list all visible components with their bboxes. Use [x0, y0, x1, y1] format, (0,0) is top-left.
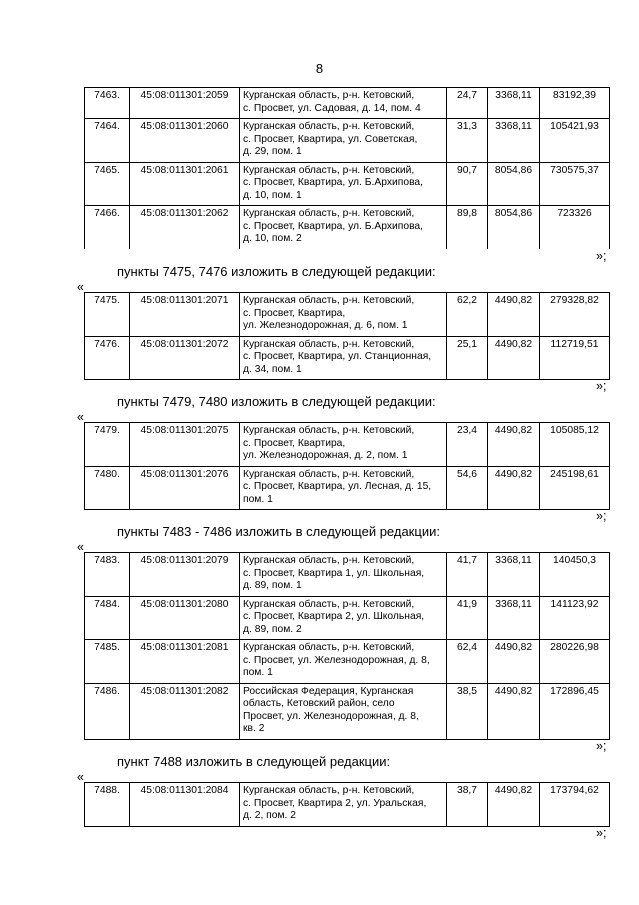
address-cell — [240, 683, 447, 739]
address-line: Курганская область, р-н. Кетовский, — [243, 642, 415, 653]
cadastral-value: 172896,45 — [540, 683, 610, 739]
address-cell — [240, 119, 447, 163]
table-row — [85, 88, 610, 119]
area: 38,7 — [447, 783, 488, 827]
cadastral-number: 45:08:011301:2071 — [130, 293, 240, 337]
cadastral-number: 45:08:011301:2079 — [130, 553, 240, 597]
area: 23,4 — [447, 423, 488, 467]
table-row — [85, 162, 610, 206]
address-line: с. Просвет, Квартира, — [243, 307, 346, 319]
amendment-heading: пункты 7483 - 7486 изложить в следующей редакции: — [117, 524, 440, 539]
table-row — [85, 206, 610, 249]
table-row — [85, 119, 610, 163]
table-block — [84, 292, 610, 380]
address-line: с. Просвет, Квартира 2, ул. Школьная, — [243, 611, 425, 622]
table-row — [85, 336, 610, 380]
item-number: 7486. — [85, 683, 130, 739]
closing-quote: »; — [596, 826, 607, 840]
address-cell — [240, 293, 447, 337]
address-line: Курганская область, р-н. Кетовский, — [243, 468, 415, 480]
closing-quote: »; — [596, 509, 607, 523]
address-line: пом. 1 — [243, 493, 273, 505]
table-row — [85, 423, 610, 467]
cadastral-value: 141123,92 — [540, 596, 610, 640]
table-row — [85, 683, 610, 739]
address-cell — [240, 423, 447, 467]
address-line: с. Просвет, Квартира 1, ул. Школьная, — [243, 567, 425, 579]
area: 24,7 — [447, 88, 488, 119]
item-number: 7475. — [85, 293, 130, 337]
property-table — [84, 552, 610, 740]
item-number: 7488. — [85, 783, 130, 827]
address-line: Курганская область, р-н. Кетовский, — [243, 164, 415, 176]
address-line: ул. Железнодорожная, д. 2, пом. 1 — [243, 450, 408, 461]
page-number: 8 — [315, 61, 324, 76]
item-number: 7466. — [85, 206, 130, 249]
address-cell — [240, 206, 447, 249]
address-line: д. 34, пом. 1 — [243, 363, 302, 375]
address-cell — [240, 783, 447, 827]
item-number: 7483. — [85, 553, 130, 597]
address-line: с. Просвет, Квартира 2, ул. Уральская, — [243, 797, 427, 809]
address-line: Просвет, ул. Железнодорожная, д. 8, — [243, 710, 419, 722]
address-line: д. 10, пом. 1 — [243, 189, 302, 201]
address-line: с. Просвет, Квартира, ул. Лесная, д. 15, — [243, 481, 432, 492]
opening-quote: « — [77, 410, 84, 424]
cadastral-number: 45:08:011301:2059 — [130, 88, 240, 119]
address-cell — [240, 162, 447, 206]
rate: 8054,86 — [488, 162, 540, 206]
table-block — [84, 552, 610, 740]
address-line: Курганская область, р-н. Кетовский, — [243, 295, 415, 306]
area: 54,6 — [447, 466, 488, 510]
address-line: Курганская область, р-н. Кетовский, — [243, 785, 415, 796]
area: 41,9 — [447, 596, 488, 640]
area: 90,7 — [447, 162, 488, 206]
table-row — [85, 783, 610, 827]
area: 89,8 — [447, 206, 488, 249]
amendment-heading: пункты 7475, 7476 изложить в следующей редакции: — [117, 264, 436, 279]
table-block — [84, 87, 610, 249]
item-number: 7479. — [85, 423, 130, 467]
rate: 4490,82 — [488, 466, 540, 510]
address-line: ул. Железнодорожная, д. 6, пом. 1 — [243, 320, 408, 331]
property-table — [84, 87, 610, 249]
cadastral-number: 45:08:011301:2075 — [130, 423, 240, 467]
amendment-heading: пункты 7479, 7480 изложить в следующей редакции: — [117, 394, 436, 409]
property-table — [84, 782, 610, 827]
rate: 4490,82 — [488, 783, 540, 827]
address-line: с. Просвет, Квартира, ул. Станционная, — [243, 351, 432, 362]
cadastral-number: 45:08:011301:2084 — [130, 783, 240, 827]
cadastral-number: 45:08:011301:2060 — [130, 119, 240, 163]
rate: 4490,82 — [488, 640, 540, 684]
address-line: Курганская область, р-н. Кетовский, — [243, 338, 415, 350]
table-block — [84, 782, 610, 827]
item-number: 7476. — [85, 336, 130, 380]
cadastral-value: 279328,82 — [540, 293, 610, 337]
item-number: 7485. — [85, 640, 130, 684]
address-line: Курганская область, р-н. Кетовский, — [243, 90, 415, 101]
address-line: Российская Федерация, Курганская — [243, 685, 414, 697]
address-line: д. 10, пом. 2 — [243, 233, 302, 244]
table-row — [85, 466, 610, 510]
address-line: д. 89, пом. 1 — [243, 580, 302, 591]
property-table — [84, 422, 610, 510]
area: 62,2 — [447, 293, 488, 337]
closing-quote: »; — [596, 379, 607, 393]
address-line: область, Кетовский район, село — [243, 698, 395, 709]
address-line: Курганская область, р-н. Кетовский, — [243, 121, 415, 132]
address-line: д. 89, пом. 2 — [243, 623, 302, 635]
cadastral-value: 83192,39 — [540, 88, 610, 119]
cadastral-number: 45:08:011301:2061 — [130, 162, 240, 206]
cadastral-value: 723326 — [540, 206, 610, 249]
cadastral-number: 45:08:011301:2080 — [130, 596, 240, 640]
table-block — [84, 422, 610, 510]
table-row — [85, 293, 610, 337]
address-cell — [240, 640, 447, 684]
item-number: 7464. — [85, 119, 130, 163]
address-cell — [240, 596, 447, 640]
rate: 4490,82 — [488, 423, 540, 467]
amendment-heading: пункт 7488 изложить в следующей редакции: — [117, 754, 391, 769]
address-line: д. 2, пом. 2 — [243, 810, 297, 821]
address-line: Курганская область, р-н. Кетовский, — [243, 555, 415, 566]
address-cell — [240, 336, 447, 380]
address-line: с. Просвет, Квартира, ул. Б.Архипова, — [243, 177, 424, 188]
item-number: 7484. — [85, 596, 130, 640]
table-row — [85, 596, 610, 640]
cadastral-number: 45:08:011301:2081 — [130, 640, 240, 684]
address-line: с. Просвет, Квартира, ул. Советская, — [243, 133, 418, 145]
cadastral-value: 245198,61 — [540, 466, 610, 510]
opening-quote: « — [77, 540, 84, 554]
cadastral-value: 730575,37 — [540, 162, 610, 206]
rate: 4490,82 — [488, 336, 540, 380]
opening-quote: « — [77, 280, 84, 294]
address-cell — [240, 88, 447, 119]
rate: 4490,82 — [488, 683, 540, 739]
address-line: Курганская область, р-н. Кетовский, — [243, 208, 415, 219]
cadastral-value: 112719,51 — [540, 336, 610, 380]
address-line: с. Просвет, Квартира, ул. Б.Архипова, — [243, 220, 424, 232]
item-number: 7480. — [85, 466, 130, 510]
address-line: кв. 2 — [243, 723, 265, 734]
table-row — [85, 640, 610, 684]
address-cell — [240, 466, 447, 510]
closing-quote: »; — [596, 249, 607, 263]
opening-quote: « — [77, 770, 84, 784]
address-line: с. Просвет, Квартира, — [243, 437, 346, 449]
rate: 3368,11 — [488, 596, 540, 640]
item-number: 7463. — [85, 88, 130, 119]
rate: 8054,86 — [488, 206, 540, 249]
area: 31,3 — [447, 119, 488, 163]
cadastral-number: 45:08:011301:2072 — [130, 336, 240, 380]
cadastral-value: 173794,62 — [540, 783, 610, 827]
address-line: Курганская область, р-н. Кетовский, — [243, 598, 415, 610]
address-line: Курганская область, р-н. Кетовский, — [243, 425, 415, 436]
cadastral-value: 280226,98 — [540, 640, 610, 684]
property-table — [84, 292, 610, 380]
address-line: пом. 1 — [243, 667, 273, 678]
address-line: д. 29, пом. 1 — [243, 146, 302, 157]
closing-quote: »; — [596, 739, 607, 753]
rate: 3368,11 — [488, 553, 540, 597]
cadastral-number: 45:08:011301:2062 — [130, 206, 240, 249]
cadastral-number: 45:08:011301:2076 — [130, 466, 240, 510]
cadastral-number: 45:08:011301:2082 — [130, 683, 240, 739]
cadastral-value: 105421,93 — [540, 119, 610, 163]
area: 38,5 — [447, 683, 488, 739]
address-line: с. Просвет, ул. Садовая, д. 14, пом. 4 — [243, 102, 421, 114]
area: 25,1 — [447, 336, 488, 380]
address-cell — [240, 553, 447, 597]
area: 41,7 — [447, 553, 488, 597]
rate: 3368,11 — [488, 88, 540, 119]
cadastral-value: 140450,3 — [540, 553, 610, 597]
area: 62,4 — [447, 640, 488, 684]
item-number: 7465. — [85, 162, 130, 206]
table-row — [85, 553, 610, 597]
cadastral-value: 105085,12 — [540, 423, 610, 467]
rate: 3368,11 — [488, 119, 540, 163]
address-line: с. Просвет, ул. Железнодорожная, д. 8, — [243, 654, 430, 666]
rate: 4490,82 — [488, 293, 540, 337]
